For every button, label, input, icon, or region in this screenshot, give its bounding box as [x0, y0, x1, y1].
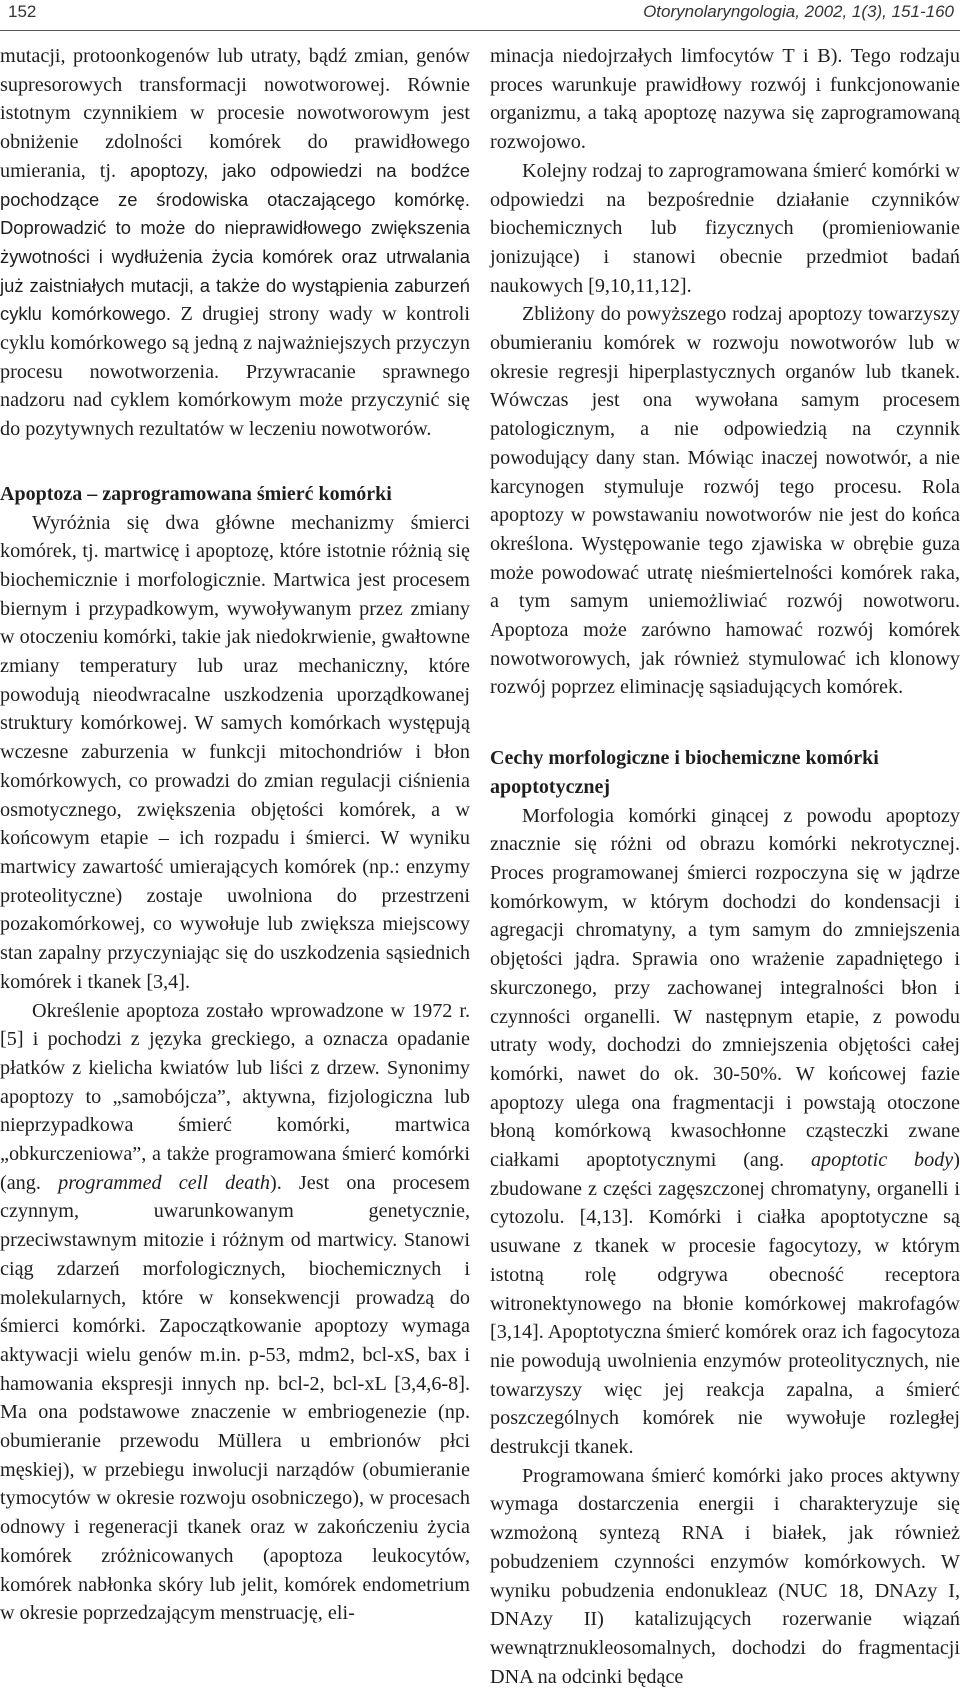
page-number: 152 — [8, 2, 37, 21]
text-segment: ). Jest ona procesem czynnym, uwarunkowanym genetycznie, przeciwstawnym mitozie i różnym od martwicy. Stanowi ciąg zdarzeń morfologicznych, biochemicznych i molekularnych, które w konsekwencji prowadzą do śmierci komórki. Zapoczątkowanie apoptozy wymaga aktywacji wielu genów m.in. p-53, mdm2, bcl-xS, bax i hamowania ekspresji innych np. bcl-2, bcl-xL [3,4,6-8]. Ma ona podstawowe znaczenie w embriogenezie (np. obumieranie przewodu Müllera u embrionów płci męskiej), w przebiegu inwolucji narządów (obumieranie tymocytów w okresie rozwoju osobniczego), w procesach odnowy i regeneracji tkanek oraz w zakończeniu życia komórek zróżnicowanych (apoptoza leukocytów, komórek nabłonka skóry lub jelit, komórek endometrium w okresie poprzedzającym menstruację, eli- — [0, 1171, 471, 1625]
journal-citation: Otorynolaryngologia, 2002, 1(3), 151-160 — [643, 2, 954, 21]
paragraph-morphology — [490, 802, 960, 1462]
text-segment: ) zbudowane z części zagęszczonej chromatyny, organelli i cytozolu. [4,13]. Komórki i ciałka apoptotyczne są usuwane z tkanek w procesie fagocytozy, w którym istotną rolę odgrywa obecność receptora witronektynowego na błonie komórkowej makrofagów [3,14]. Apoptotyczna śmierć komórek oraz ich fagocytoza nie powodują uwolnienia enzymów proteolitycznych, nie towarzyszy więc jej reakcja zapalna, a śmierć poszczególnych komórek nie wywołuje rozległej destrukcji tkanek. — [490, 1149, 960, 1459]
term-italic: apoptotic body — [810, 1149, 954, 1172]
paragraph-biochemistry: Programowana śmierć komórki jako proces aktywny wymaga dostarczenia energii i charakteryzuje się wzmożoną syntezą RNA i białek, jak również pobudzeniem czynności enzymów komórkowych. W wyniku pobudzenia endonukleaz (NUC 18, DNAzy I, DNAzy II) katalizujących rozerwanie wiązań wewnątrznukleosomalnych, dochodzi do fragmentacji DNA na odcinki będące — [490, 1464, 960, 1688]
header-rule — [0, 30, 960, 31]
text-segment: Z drugiej strony wady w kontroli cyklu komórkowego są jedną z najważniejszych przyczyn procesu nowotworzenia. Przywracanie sprawnego nadzoru nad cyklem komórkowym może przyczynić się do pozytywnych rezultatów w leczeniu nowotworów. — [0, 303, 470, 441]
section-heading-morphology: Cechy morfologiczne i biochemiczne komórki apoptotycznej — [490, 747, 879, 798]
paragraph-induced-apoptosis: Kolejny rodzaj to zaprogramowana śmierć komórki w odpowiedzi na bezpośrednie działanie czynników biochemicznych lub fizycznych (promieniowanie jonizujące) i stanowi obecnie przedmiot badań naukowych [9,10,11,12]. — [490, 159, 960, 297]
term-italic: programmed cell death — [58, 1171, 270, 1194]
paragraph-continued: minacja niedojrzałych limfocytów T i B). Tego rodzaju proces warunkuje prawidłowy rozwój i funkcjonowanie organizmu, a taką apoptozę nazywa się zaprogramowaną rozwojowo. — [490, 45, 960, 154]
running-header — [0, 0, 960, 30]
paragraph-apoptosis-definition — [0, 997, 470, 1628]
paragraph-death-mechanisms: Wyróżnia się dwa główne mechanizmy śmierci komórek, tj. martwicę i apoptozę, które istotnie różnią się biochemicznie i morfologicznie. Martwica jest procesem biernym i przypadkowym, wywoływanym przez zmiany w otoczeniu komórki, takie jak niedokrwienie, gwałtowne zmiany temperatury lub uraz mechaniczny, które powodują nieodwracalne uszkodzenia uporządkowanej struktury komórkowej. W samych komórkach występują wczesne zaburzenia w funkcji mitochondriów i błon komórkowych, co prowadzi do zmian regulacji ciśnienia osmotycznego, zwiększenia objętości komórek, a w końcowym etapie – ich rozpadu i śmierci. W wyniku martwicy zawartość umierających komórek (np.: enzymy proteolityczne) zostaje uwolniona do przestrzeni pozakomórkowej, co wywołuje lub zwiększa miejscowy stan zapalny przyczyniając się do uszkodzenia sąsiednich komórek i tkanek [3,4]. — [0, 511, 470, 993]
text-segment: Morfologia komórki ginącej z powodu apoptozy znacznie się różni od obrazu komórki nekrotycznej. Proces programowanej śmierci rozpoczyna się w jądrze komórkowym, w którym dochodzi do kondensacji i agregacji chromatyny, a tym samym do zmniejszenia objętości jądra. Sprawia ono wrażenie zapadniętego i skurczonego, przy zachowanej integralności błon i czynności organelli. W następnym etapie, z powodu utraty wody, dochodzi do zmniejszenia objętości całej komórki, nawet do ok. 30-50%. W końcowej fazie apoptozy ulega ona fragmentacji i powstają otoczone błoną komórkową kwasochłonne cząsteczki zwane ciałkami apoptotycznymi (ang. — [490, 804, 960, 1172]
text-segment-sans: apoptozy, jako odpowiedzi na bodźce pochodzące ze środowiska otaczającego komórkę. Doprowadzić to może do nieprawidłowego zwiększenia żywotności i wydłużenia życia komórek oraz utrwalania już zaistniałych mutacji, a także do wystąpienia zaburzeń cyklu komórkowego. — [0, 159, 470, 325]
text-segment: mutacji, protoonkogenów lub utraty, bądź zmian, genów supresorowych transformacji nowotworowej. Równie istotnym czynnikiem w procesie nowotworowym jest obniżenie zdolności komórek do prawidłowego umierania, tj. — [0, 45, 470, 182]
left-column — [0, 42, 471, 1625]
spacer — [0, 444, 470, 480]
right-column — [490, 42, 960, 1688]
text-segment: Określenie apoptoza zostało wprowadzone w 1972 r. [5] i pochodzi z języka greckiego, a oznacza opadanie płatków z kielicha kwiatów lub liści z drzew. Synonimy apoptozy to „samobójcza”, aktywna, fizjologiczna lub nieprzypadkowa śmierć komórki, martwica „obkurczeniowa”, a także programowana śmierć komórki (ang. — [0, 999, 470, 1194]
paragraph-tumor-apoptosis: Zbliżony do powyższego rodzaj apoptozy towarzyszy obumieraniu komórek w rozwoju nowotworów lub w okresie regresji hiperplastycznych organów lub tkanek. Wówczas jest ona wywołana samym procesem patologicznym, a nie odpowiedzią na czynnik powodujący dany stan. Mówiąc inaczej nowotwór, a nie karcynogen stymuluje rozwój tego procesu. Rola apoptozy w powstawaniu nowotworów nie jest do końca określona. Występowanie tego zjawiska w obrębie guza może powodować utratę nieśmiertelności komórek raka, a tym samym uniemożliwiać rozwój nowotworu. Apoptoza może zarówno hamować rozwój komórek nowotworowych, jak również stymulować ich klonowy rozwój poprzez eliminację sąsiadujących komórek. — [490, 303, 960, 699]
spacer — [490, 702, 960, 744]
section-heading-apoptosis: Apoptoza – zaprogramowana śmierć komórki — [0, 482, 392, 505]
paragraph-intro-continued — [0, 42, 470, 444]
